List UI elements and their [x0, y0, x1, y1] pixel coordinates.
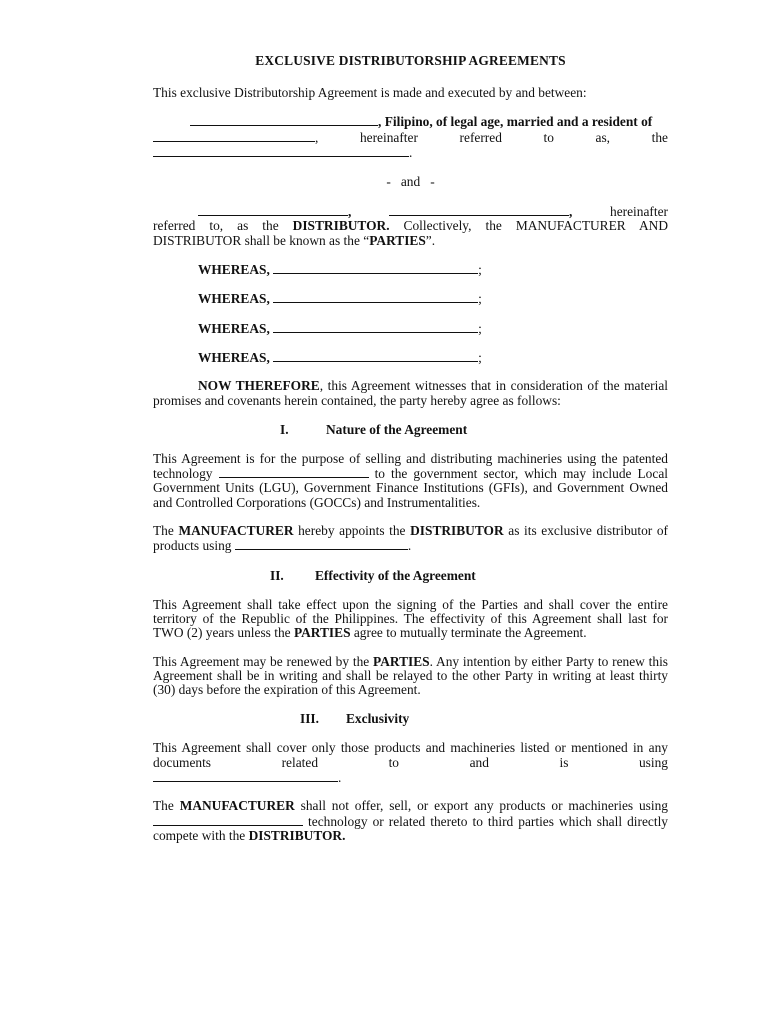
section1-paragraph1: This Agreement is for the purpose of selling and distributing machineries using the patented technology to the government sector, which may include Local Government Units (LGU), Government Finance Institutions (GFIs), and Government Owned and Controlled Corporations (GOCCs) and Instrumentalities.: [153, 450, 668, 510]
blank-line: [273, 262, 478, 274]
whereas-clause-1: WHEREAS, ;: [198, 262, 482, 278]
section-title: Exclusivity: [346, 711, 410, 727]
blank-line: [273, 291, 478, 303]
party1-text-a: , Filipino, of legal age, married and a resident of: [378, 114, 653, 130]
section1-paragraph2: The MANUFACTURER hereby appoints the DISTRIBUTOR as its exclusive distributor of products using .: [153, 523, 669, 554]
intro-paragraph: This exclusive Distributorship Agreement is made and executed by and between:: [153, 85, 587, 100]
blank-line: [153, 814, 303, 826]
section-number: II.: [270, 567, 284, 583]
section-number: I.: [280, 421, 289, 437]
blank-line: [198, 204, 348, 216]
section3-paragraph1: This Agreement shall cover only those products and machineries listed or mentioned in any documents related to and is using .: [153, 740, 668, 786]
section-heading-2: [153, 568, 668, 584]
section-title: Nature of the Agreement: [326, 421, 468, 437]
blank-line: [153, 130, 315, 142]
section-heading-3: [153, 711, 668, 727]
section2-paragraph1: This Agreement shall take effect upon the signing of the Parties and shall cover the entire territory of the Republic of the Philippines. The effectivity of this Agreement shall last for TWO (2) years unless the PARTIES agree to mutually terminate the Agreement.: [153, 596, 668, 641]
blank-line: [153, 145, 409, 157]
section-heading-1: [153, 422, 668, 438]
section3-paragraph2: The MANUFACTURER shall not offer, sell, or export any products or machineries using technology or related thereto to third parties which shall directly compete with the DISTRIBUTOR.: [153, 798, 668, 843]
party2-paragraph: , , hereinafter referred to, as the DISTRIBUTOR. Collectively, the MANUFACTURER AND DISTRIBUTOR shall be known as the “PARTIES”.: [153, 204, 668, 248]
and-separator: - and -: [386, 174, 435, 190]
whereas-clause-3: WHEREAS, ;: [198, 320, 482, 336]
blank-line: [190, 114, 378, 126]
whereas-clause-2: WHEREAS, ;: [198, 291, 482, 307]
blank-line: [219, 466, 369, 478]
party1-end: .: [409, 144, 413, 160]
section-number: III.: [300, 711, 319, 727]
whereas-clause-4: WHEREAS, ;: [198, 349, 482, 365]
blank-line: [273, 350, 478, 362]
blank-line: [273, 321, 478, 333]
blank-line: [389, 204, 569, 216]
section-title: Effectivity of the Agreement: [315, 567, 476, 583]
document-title: EXCLUSIVE DISTRIBUTORSHIP AGREEMENTS: [255, 53, 566, 68]
section2-paragraph2: This Agreement may be renewed by the PARTIES. Any intention by either Party to renew this Agreement shall be in writing and shall be relayed to the other Party in writing at least thirty (30) days before the expiration of this Agreement.: [153, 653, 669, 698]
document-page: [153, 52, 668, 843]
party1-text-b: , hereinafter referred to as, the: [315, 129, 668, 145]
blank-line: [153, 770, 338, 782]
now-therefore-paragraph: NOW THEREFORE, this Agreement witnesses that in consideration of the material promises and covenants herein contained, the party hereby agree as follows:: [153, 378, 668, 408]
blank-line: [235, 538, 408, 550]
party1-paragraph: [153, 114, 668, 160]
